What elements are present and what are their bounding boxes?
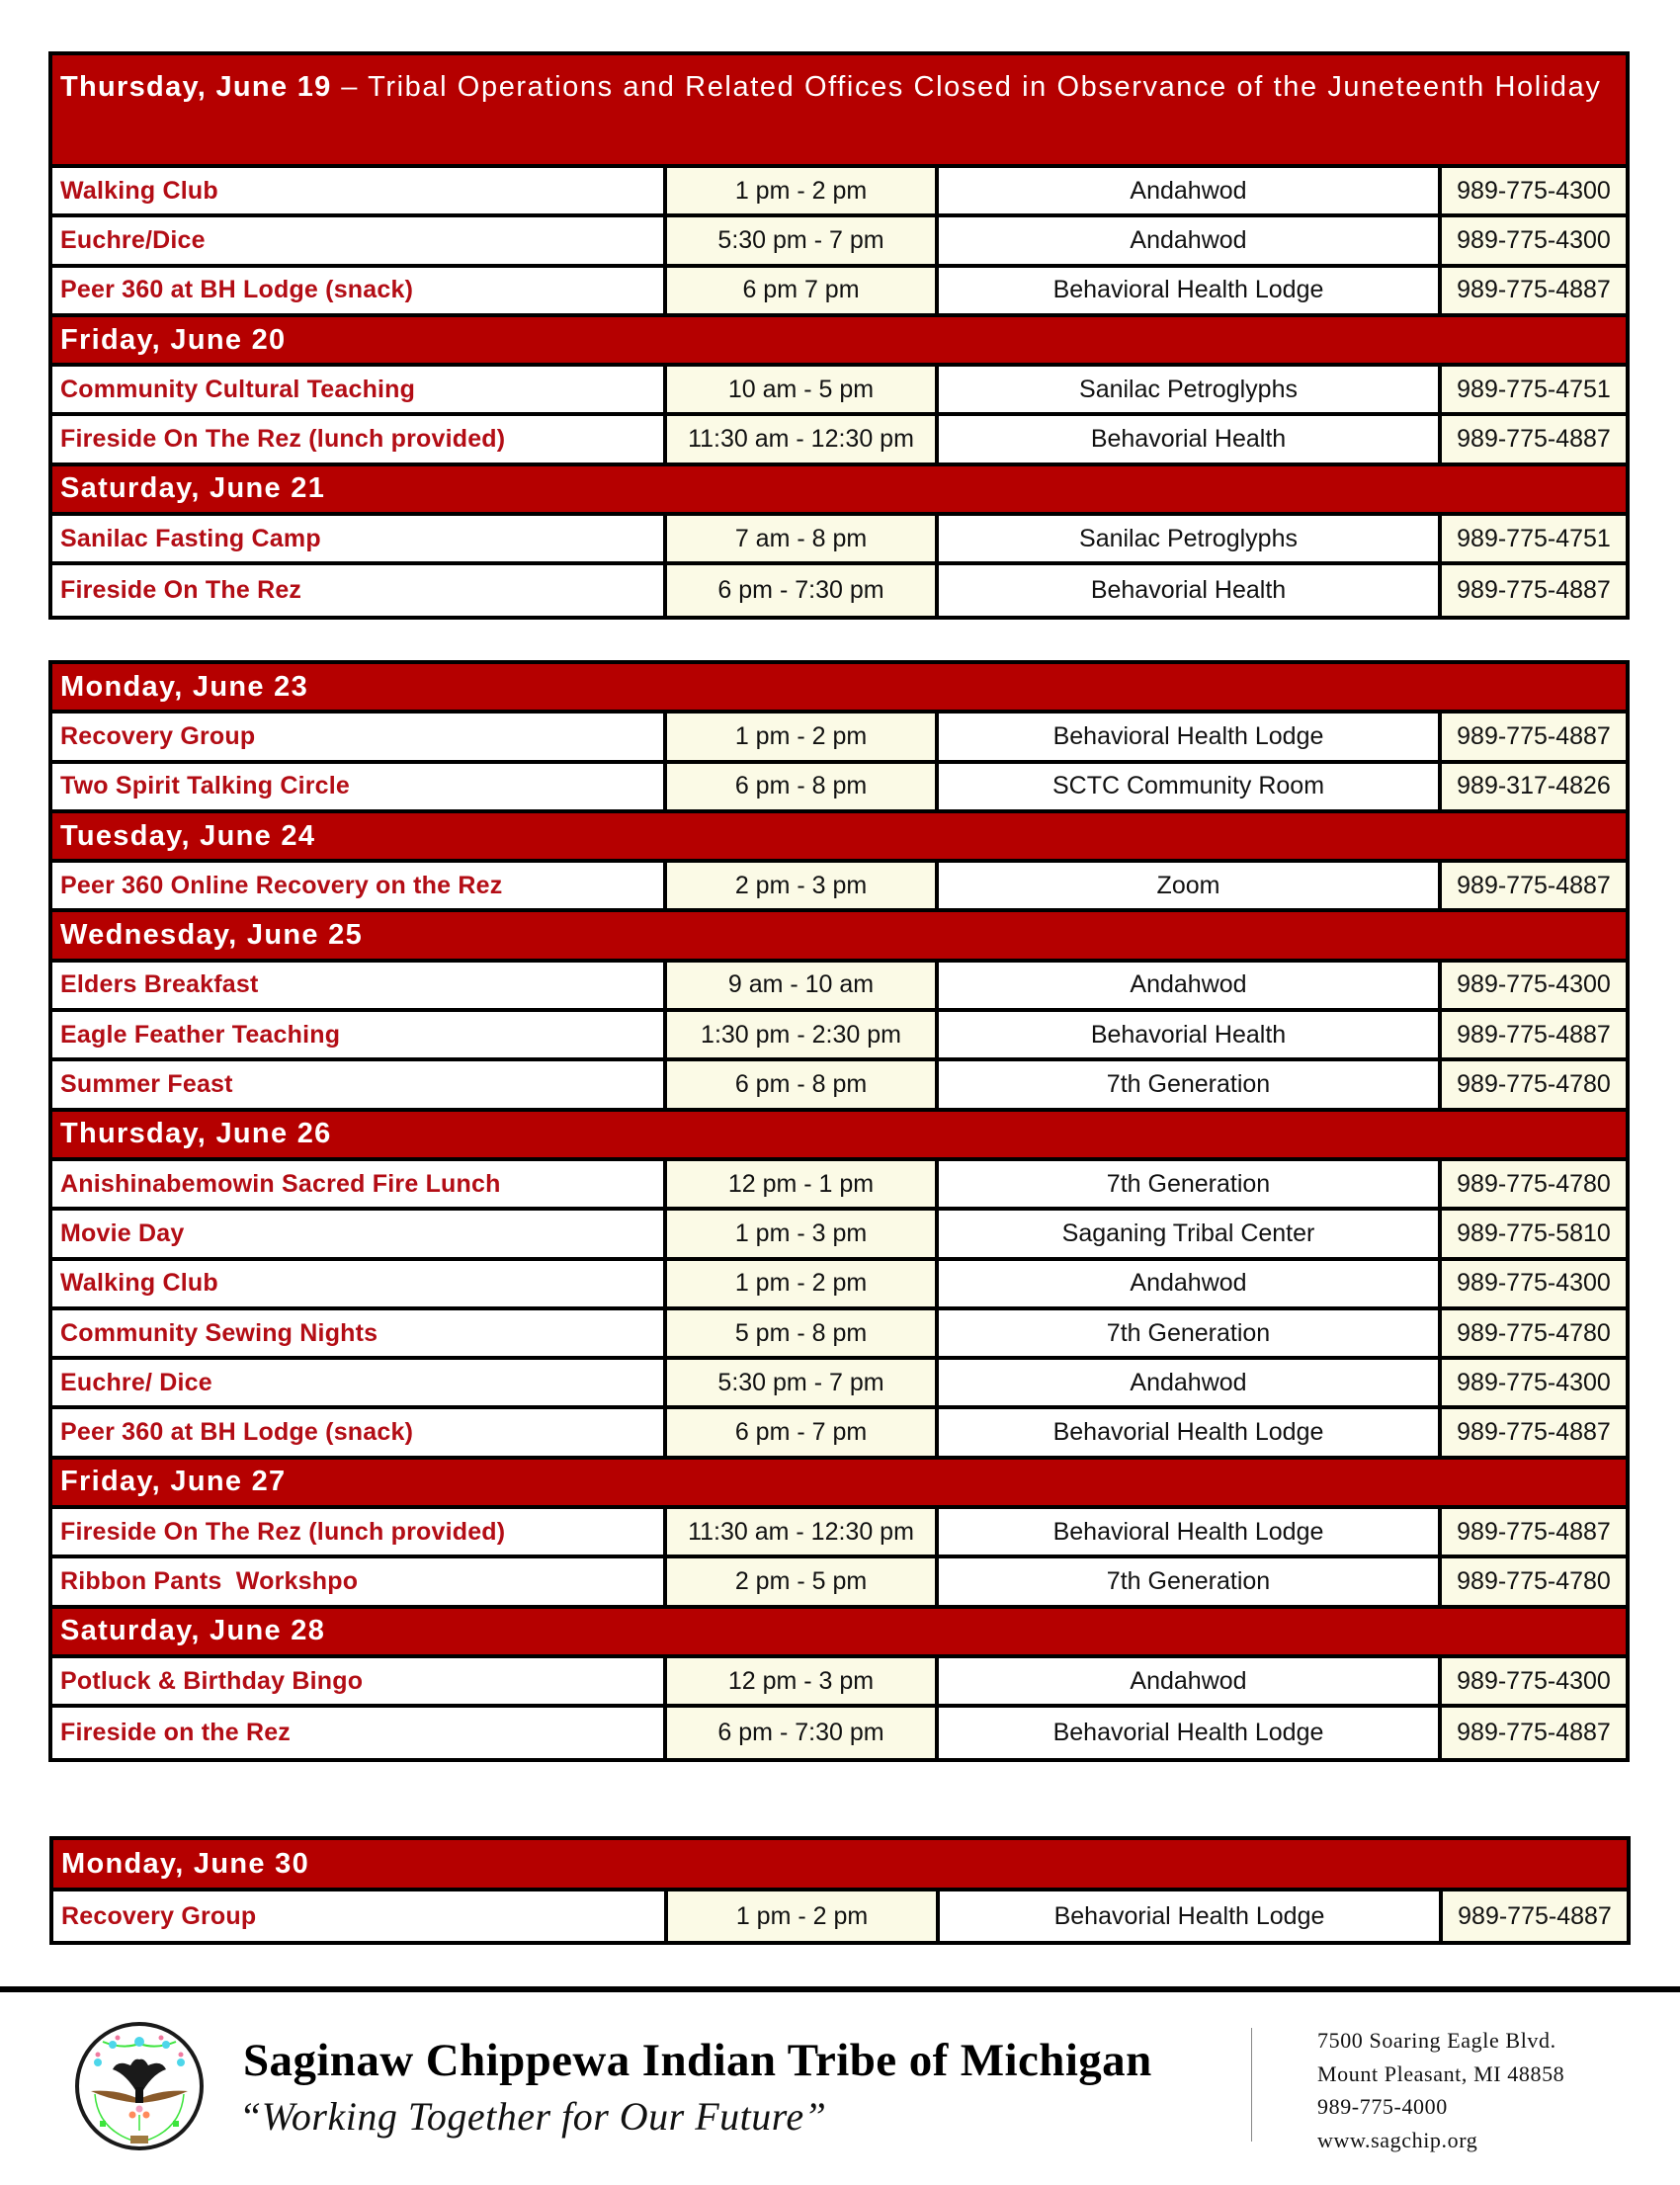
day-header: Saturday, June 28 [52, 1609, 1626, 1658]
event-time: 6 pm 7 pm [667, 268, 939, 313]
event-row [52, 1658, 1626, 1708]
event-name: Euchre/Dice [52, 217, 667, 263]
event-phone: 989-775-4751 [1442, 367, 1626, 412]
footer-divider [0, 1986, 1680, 1992]
day-header: Monday, June 30 [53, 1840, 1627, 1891]
event-phone: 989-775-5810 [1442, 1211, 1626, 1256]
event-time: 2 pm - 5 pm [667, 1558, 939, 1604]
event-name: Summer Feast [52, 1061, 667, 1107]
event-location: Andahwod [939, 217, 1442, 263]
event-row [52, 1211, 1626, 1260]
event-time: 1 pm - 2 pm [667, 714, 939, 759]
event-location: Behavorial Health [939, 416, 1442, 462]
day-title: Thursday, June 19 [60, 71, 332, 103]
schedule-table-week-3 [49, 1836, 1631, 1945]
event-row [52, 1261, 1626, 1310]
event-name: Peer 360 at BH Lodge (snack) [52, 1409, 667, 1455]
event-phone: 989-775-4780 [1442, 1061, 1626, 1107]
event-location: Andahwod [939, 1658, 1442, 1704]
event-location: Sanilac Petroglyphs [939, 516, 1442, 561]
event-name: Peer 360 at BH Lodge (snack) [52, 268, 667, 313]
event-location: 7th Generation [939, 1310, 1442, 1356]
day-header: Saturday, June 21 [52, 466, 1626, 516]
event-phone: 989-775-4887 [1442, 1012, 1626, 1057]
event-location: Saganing Tribal Center [939, 1211, 1442, 1256]
address-street: 7500 Soaring Eagle Blvd. [1317, 2028, 1556, 2053]
event-row [52, 1161, 1626, 1211]
event-name: Potluck & Birthday Bingo [52, 1658, 667, 1704]
event-time: 12 pm - 3 pm [667, 1658, 939, 1704]
event-time: 11:30 am - 12:30 pm [667, 1509, 939, 1555]
day-header: Tuesday, June 24 [52, 813, 1626, 863]
event-location: Zoom [939, 863, 1442, 908]
event-name: Recovery Group [52, 714, 667, 759]
event-row [52, 1360, 1626, 1409]
event-phone: 989-775-4300 [1442, 1658, 1626, 1704]
event-location: Sanilac Petroglyphs [939, 367, 1442, 412]
event-time: 5 pm - 8 pm [667, 1310, 939, 1356]
event-time: 5:30 pm - 7 pm [667, 1360, 939, 1405]
event-location: Andahwod [939, 963, 1442, 1008]
event-phone: 989-317-4826 [1442, 764, 1626, 809]
event-time: 1 pm - 2 pm [667, 168, 939, 213]
event-location: Behavorial Health Lodge [940, 1891, 1443, 1941]
event-row [52, 714, 1626, 763]
event-time: 6 pm - 7 pm [667, 1409, 939, 1455]
event-name: Elders Breakfast [52, 963, 667, 1008]
event-row [53, 1891, 1627, 1941]
tribal-seal-logo-icon [73, 2020, 206, 2152]
event-phone: 989-775-4300 [1442, 1261, 1626, 1306]
event-time: 6 pm - 8 pm [667, 1061, 939, 1107]
event-name: Peer 360 Online Recovery on the Rez [52, 863, 667, 908]
event-name: Walking Club [52, 168, 667, 213]
event-phone: 989-775-4887 [1442, 1509, 1626, 1555]
schedule-table-week-1 [48, 51, 1630, 620]
event-time: 6 pm - 7:30 pm [667, 1708, 939, 1757]
event-phone: 989-775-4780 [1442, 1310, 1626, 1356]
event-time: 1 pm - 2 pm [667, 1261, 939, 1306]
event-time: 10 am - 5 pm [667, 367, 939, 412]
event-row [52, 168, 1626, 217]
event-location: Andahwod [939, 1360, 1442, 1405]
event-location: Behavorial Health [939, 1012, 1442, 1057]
schedule-table-week-2 [48, 660, 1630, 1762]
event-location: Behavorial Health [939, 565, 1442, 615]
event-phone: 989-775-4887 [1442, 1409, 1626, 1455]
event-location: 7th Generation [939, 1061, 1442, 1107]
day-header: Thursday, June 26 [52, 1112, 1626, 1161]
event-phone: 989-775-4300 [1442, 217, 1626, 263]
event-location: Behavioral Health Lodge [939, 1509, 1442, 1555]
event-row [52, 1708, 1626, 1757]
event-time: 9 am - 10 am [667, 963, 939, 1008]
event-row [52, 565, 1626, 615]
event-row [52, 367, 1626, 416]
event-name: Walking Club [52, 1261, 667, 1306]
event-name: Movie Day [52, 1211, 667, 1256]
event-location: 7th Generation [939, 1161, 1442, 1207]
event-row [52, 1409, 1626, 1459]
event-name: Community Sewing Nights [52, 1310, 667, 1356]
event-row [52, 217, 1626, 267]
event-row [52, 1509, 1626, 1558]
event-time: 6 pm - 7:30 pm [667, 565, 939, 615]
event-name: Eagle Feather Teaching [52, 1012, 667, 1057]
day-header: Friday, June 20 [52, 317, 1626, 367]
event-phone: 989-775-4887 [1442, 714, 1626, 759]
footer-vertical-divider [1251, 2028, 1252, 2142]
event-name: Ribbon Pants Workshpo [52, 1558, 667, 1604]
event-time: 1:30 pm - 2:30 pm [667, 1012, 939, 1057]
event-time: 5:30 pm - 7 pm [667, 217, 939, 263]
event-row [52, 268, 1626, 317]
event-name: Fireside On The Rez (lunch provided) [52, 416, 667, 462]
event-phone: 989-775-4780 [1442, 1161, 1626, 1207]
day-header: Monday, June 23 [52, 664, 1626, 714]
event-phone: 989-775-4751 [1442, 516, 1626, 561]
day-header: Friday, June 27 [52, 1460, 1626, 1509]
event-phone: 989-775-4887 [1442, 863, 1626, 908]
event-row [52, 1558, 1626, 1608]
website-link[interactable]: www.sagchip.org [1317, 2127, 1478, 2152]
event-name: Community Cultural Teaching [52, 367, 667, 412]
event-location: Andahwod [939, 168, 1442, 213]
event-location: 7th Generation [939, 1558, 1442, 1604]
event-row [52, 1310, 1626, 1360]
event-time: 6 pm - 8 pm [667, 764, 939, 809]
organization-motto: “Working Together for Our Future” [239, 2094, 827, 2139]
closure-notice: – Tribal Operations and Related Offices Closed in Observance of the Juneteenth Holiday [331, 71, 1602, 103]
event-phone: 989-775-4887 [1442, 565, 1626, 615]
event-name: Fireside On The Rez [52, 565, 667, 615]
event-row [52, 516, 1626, 565]
event-row [52, 764, 1626, 813]
contact-block [1317, 2024, 1564, 2156]
event-location: Andahwod [939, 1261, 1442, 1306]
event-phone: 989-775-4887 [1443, 1891, 1627, 1941]
event-row [52, 1061, 1626, 1111]
event-name: Fireside On The Rez (lunch provided) [52, 1509, 667, 1555]
event-name: Euchre/ Dice [52, 1360, 667, 1405]
event-row [52, 416, 1626, 465]
event-time: 1 pm - 2 pm [668, 1891, 940, 1941]
event-phone: 989-775-4887 [1442, 1708, 1626, 1757]
event-name: Sanilac Fasting Camp [52, 516, 667, 561]
event-location: Behavorial Health Lodge [939, 1708, 1442, 1757]
event-name: Recovery Group [53, 1891, 668, 1941]
event-row [52, 963, 1626, 1012]
day-header [52, 55, 1626, 168]
organization-name: Saginaw Chippewa Indian Tribe of Michigan [243, 2035, 1152, 2086]
event-name: Anishinabemowin Sacred Fire Lunch [52, 1161, 667, 1207]
event-time: 2 pm - 3 pm [667, 863, 939, 908]
event-time: 1 pm - 3 pm [667, 1211, 939, 1256]
event-row [52, 1012, 1626, 1061]
event-phone: 989-775-4887 [1442, 268, 1626, 313]
event-name: Two Spirit Talking Circle [52, 764, 667, 809]
event-location: SCTC Community Room [939, 764, 1442, 809]
address-city: Mount Pleasant, MI 48858 [1317, 2060, 1565, 2086]
event-row [52, 863, 1626, 912]
event-location: Behavorial Health Lodge [939, 1409, 1442, 1455]
event-location: Behavioral Health Lodge [939, 714, 1442, 759]
event-phone: 989-775-4300 [1442, 963, 1626, 1008]
event-phone: 989-775-4780 [1442, 1558, 1626, 1604]
event-phone: 989-775-4887 [1442, 416, 1626, 462]
event-time: 12 pm - 1 pm [667, 1161, 939, 1207]
event-name: Fireside on the Rez [52, 1708, 667, 1757]
event-phone: 989-775-4300 [1442, 1360, 1626, 1405]
event-time: 11:30 am - 12:30 pm [667, 416, 939, 462]
event-phone: 989-775-4300 [1442, 168, 1626, 213]
event-time: 7 am - 8 pm [667, 516, 939, 561]
contact-phone: 989-775-4000 [1317, 2094, 1448, 2119]
day-header: Wednesday, June 25 [52, 912, 1626, 962]
event-location: Behavioral Health Lodge [939, 268, 1442, 313]
